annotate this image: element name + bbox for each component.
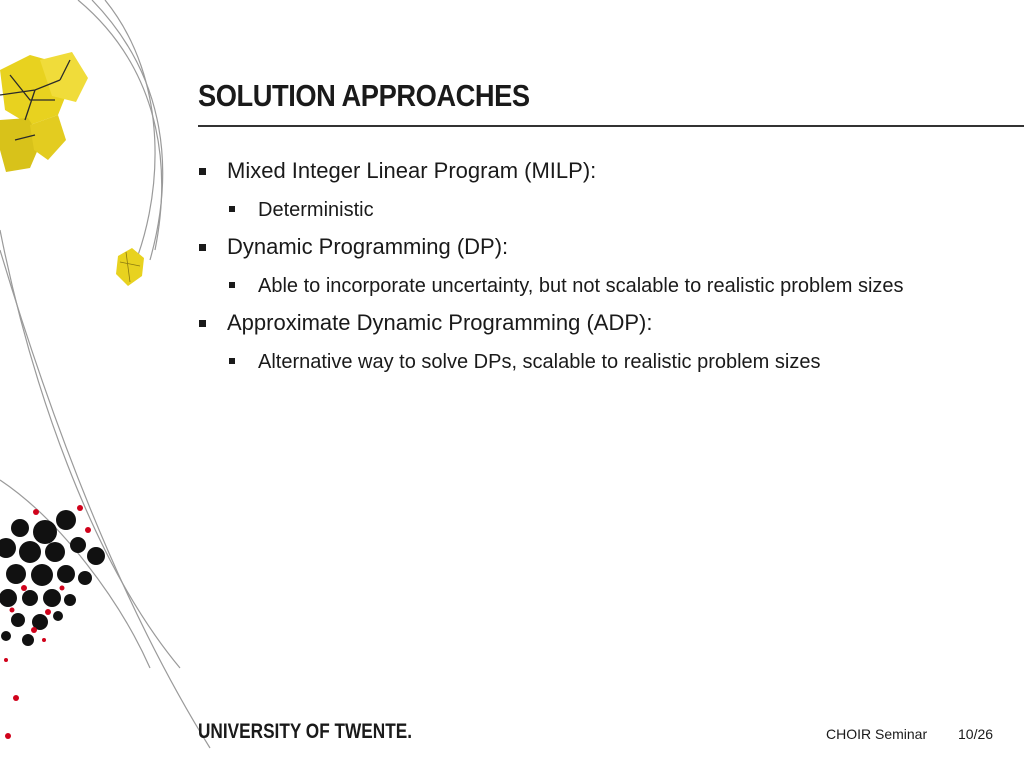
title-divider — [198, 125, 1024, 127]
sub-bullet-dp: Able to incorporate uncertainty, but not scalable to realistic problem sizes — [198, 270, 988, 302]
yellow-crystal-art — [0, 52, 144, 286]
bullet-list — [198, 156, 998, 384]
bullet-adp: Approximate Dynamic Programming (ADP): — [198, 308, 998, 338]
bullet-milp: Mixed Integer Linear Program (MILP): — [198, 156, 998, 186]
page-number: 10/26 — [958, 726, 994, 742]
university-logo: UNIVERSITY OF TWENTE. — [198, 720, 412, 743]
footer-seminar-label: CHOIR Seminar — [826, 726, 928, 742]
bullet-dp: Dynamic Programming (DP): — [198, 232, 998, 262]
sub-bullet-milp: Deterministic — [198, 194, 988, 226]
slide-title: SOLUTION APPROACHES — [198, 78, 530, 113]
sub-bullet-adp: Alternative way to solve DPs, scalable to realistic problem sizes — [198, 346, 988, 378]
